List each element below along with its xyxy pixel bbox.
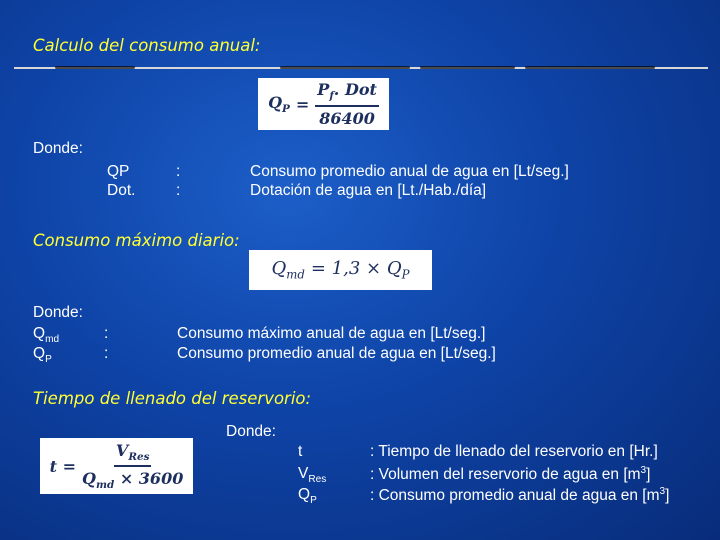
formula-denominator: 86400 <box>319 108 375 128</box>
colon: : <box>176 182 181 199</box>
desc-dot: Dotación de agua en [Lt./Hab./día] <box>250 182 487 199</box>
brush-stroke <box>55 66 135 69</box>
formula-lhs: $Q_{md}$ <box>271 258 305 282</box>
formula-equals: = <box>295 94 310 114</box>
symbol-qmd: $Q_{md}$ <box>33 325 60 346</box>
desc-t: : Tiempo de llenado del reservorio en [Hr.] <box>370 443 658 460</box>
colon: : <box>176 163 181 180</box>
donde-label: Donde: <box>33 140 83 157</box>
formula-fraction <box>315 80 379 127</box>
symbol-qp: $Q_P$ <box>298 486 317 507</box>
title-tiempo-llenado: Tiempo de llenado del reservorio: <box>33 389 312 408</box>
desc-qp: Consumo promedio anual de agua en [Lt/seg.] <box>177 345 496 362</box>
formula-fraction <box>82 441 183 491</box>
brush-stroke <box>420 66 515 69</box>
brush-stroke <box>280 66 410 69</box>
formula-t <box>40 438 193 494</box>
brush-stroke <box>525 66 655 69</box>
formula-rhs: = $1,3 \times Q_P$ <box>310 258 410 282</box>
title-consumo-anual: Calculo del consumo anual: <box>33 36 261 55</box>
colon: : <box>104 345 109 362</box>
desc-vres: : Volumen del reservorio de agua en $[m^3]$ <box>370 465 651 484</box>
symbol-qp: $Q_P$ <box>33 345 52 366</box>
desc-qp-m3: : Consumo promedio anual de agua en $[m^3]$ <box>370 486 670 505</box>
formula-lhs: t = <box>49 456 77 476</box>
formula-lhs: $Q_P$ <box>268 92 290 116</box>
symbol-vres: $V_{Res}$ <box>298 465 327 486</box>
formula-numerator: $V_{Res}$ <box>114 441 152 467</box>
formula-numerator: $P_f$. Dot <box>315 80 379 106</box>
desc-qmd: Consumo máximo anual de agua en [Lt/seg.] <box>177 325 486 342</box>
formula-qp <box>258 78 389 130</box>
symbol-t: t <box>298 443 303 460</box>
desc-qp: Consumo promedio anual de agua en [Lt/seg.] <box>250 163 569 180</box>
formula-qmd <box>249 250 432 290</box>
symbol-qp: QP <box>107 163 130 180</box>
donde-label: Donde: <box>226 423 276 440</box>
title-consumo-maximo: Consumo máximo diario: <box>33 231 240 250</box>
colon: : <box>104 325 109 342</box>
donde-label: Donde: <box>33 304 83 321</box>
symbol-dot: Dot. <box>107 182 136 199</box>
formula-denominator: $Q_{md} \times 3600$ <box>82 469 184 492</box>
